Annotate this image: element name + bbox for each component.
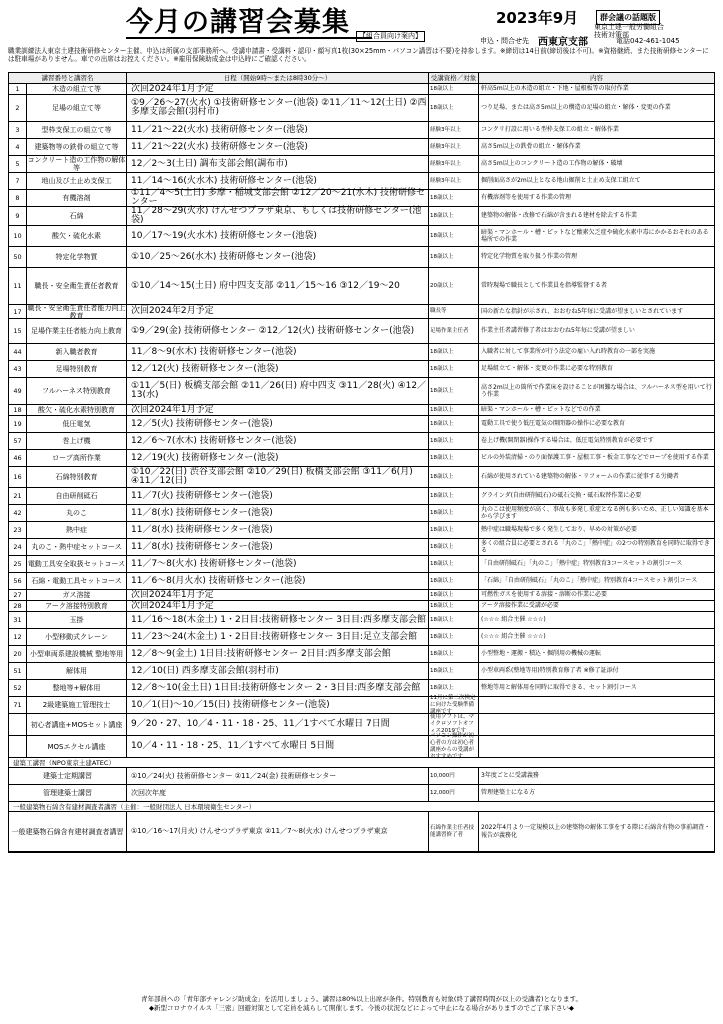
course-content xyxy=(479,714,714,735)
asbestos-name: 一般建築物石綿含有建材調査者講習 xyxy=(9,812,127,851)
asbestos-date: ①10／16〜17(月火) けんせつプラザ東京 ②11／7〜8(火水) けんせつプラザ東京 xyxy=(127,812,429,851)
footer-line-1: 青年部員への「青年部チャレンジ助成金」を活用しましょう。講習は80%以上出席が条件。特別教育も対象(終了講習時間が以上の受講者)となります。 xyxy=(141,995,582,1003)
course-content: コンクリ打設に用いる型枠支保工の組立・解体作業 xyxy=(481,126,619,134)
course-name: 小型車両系建設機械 整地等用 xyxy=(27,646,127,662)
table-row xyxy=(9,247,714,268)
course-name: 熱中症 xyxy=(27,522,127,538)
table-row xyxy=(9,522,714,539)
apply-label: 申込・問合せ先 xyxy=(480,37,529,45)
header-qualification: 受講資格／対象 xyxy=(429,73,479,83)
course-name: 建築物等の鉄骨の組立て等 xyxy=(27,139,127,155)
course-schedule: 12／8〜9(金土) 1日目:技術研修センター 2日目:西多摩支部会館 xyxy=(127,646,429,662)
atec-fee: 10,000円 xyxy=(429,768,479,784)
course-qualification: 18歳以上 xyxy=(429,663,479,679)
course-qualification: 18歳以上 xyxy=(429,405,479,415)
course-content xyxy=(479,697,714,713)
course-schedule: 10／17〜19(火水木) 技術研修センター(池袋) xyxy=(127,226,429,246)
course-content: 足場組立て・解体・変更の作業に必要な特別教育 xyxy=(481,365,614,373)
course-number: 12 xyxy=(9,629,27,645)
course-qualification: 18歳以上 xyxy=(429,505,479,521)
course-qualification: 職長等 xyxy=(429,305,479,318)
course-qualification: 20歳以上 xyxy=(429,268,479,304)
course-number: 24 xyxy=(9,539,27,555)
course-name: 2級建築施工管理技士 xyxy=(27,697,127,713)
course-number: 19 xyxy=(9,416,27,432)
course-content: 「石綿」「自由研削砥石」「丸のこ」「熱中症」特別教育4コースセット割引コース xyxy=(481,577,698,585)
course-content: 暗渠・マンホール・槽・ピットなどでの作業 xyxy=(481,406,601,414)
course-qualification: 18歳以上 xyxy=(429,488,479,504)
course-qualification: 経験3年以上 xyxy=(429,139,479,155)
table-row xyxy=(9,732,714,760)
course-name: 足場作業主任者能力向上教育 xyxy=(27,319,127,343)
header-course: 講習番号と講習名 xyxy=(9,73,127,83)
footer-line-2: ◆新型コロナウイルス「三密」回避対策として定員を減らして開催します。今後の状況などによって中止になる場合がありますのでご了承下さい◆ xyxy=(148,1003,575,1012)
atec-content: 3年度ごとに受講義務 xyxy=(481,772,539,780)
course-schedule: 次回2024年1月予定 xyxy=(127,601,429,611)
table-row xyxy=(9,556,714,573)
course-name: 酸欠・硫化水素特別教育 xyxy=(27,405,127,415)
table-row xyxy=(9,694,714,715)
course-name: 型枠支保工の組立て等 xyxy=(27,122,127,138)
table-row xyxy=(9,601,714,612)
course-number: 5 xyxy=(9,156,27,172)
course-content: 整地等用と解体用を同時に取得できる、セット割引コース xyxy=(481,684,637,692)
course-number: 2 xyxy=(9,95,27,121)
course-name: 巻上げ機 xyxy=(27,433,127,449)
course-schedule: 11／28〜29(火水) けんせつプラザ東京、もしくは技術研修センター(池袋) xyxy=(127,207,429,225)
course-number: 71 xyxy=(9,697,27,713)
course-name: 新入職者教育 xyxy=(27,344,127,360)
course-name: 自由研削砥石 xyxy=(27,488,127,504)
course-schedule: ①9／29(金) 技術研修センター ②12／12(火) 技術研修センター(池袋) xyxy=(127,319,429,343)
course-qualification: 18歳以上 xyxy=(429,590,479,600)
course-name: 低圧電気 xyxy=(27,416,127,432)
course-content: グラインダ(自由研削砥石)の砥石交換・砥石取替作業に必要 xyxy=(481,492,642,500)
course-number: 43 xyxy=(9,361,27,377)
course-qualification: 18歳以上 xyxy=(429,95,479,121)
course-name: 石綿・電動工具セットコース xyxy=(27,573,127,589)
table-row xyxy=(9,714,714,736)
course-content: 小型整地・運搬・積込・掘削用の機械の運転 xyxy=(481,650,602,658)
course-schedule: 11／6〜8(月火水) 技術研修センター(池袋) xyxy=(127,573,429,589)
course-number: 52 xyxy=(9,680,27,696)
course-name: 電動工具安全取扱セットコース xyxy=(27,556,127,572)
course-content: 暗渠・マンホール・槽・ピットなど酸素欠乏症や硫化水素中毒にかかるおそれのある場所での作業 xyxy=(481,228,709,243)
course-number: 16 xyxy=(9,467,27,487)
course-content: 小型車両系(整地等用)特別教育修了者 ※修了証添付 xyxy=(481,667,619,675)
course-content: 掘削面高さが2m以上となる地山掘削と土止め支保工組立て xyxy=(481,177,641,185)
header-schedule: 日程（開始9時〜または8時30分〜） xyxy=(127,73,429,83)
course-schedule: 10／1(日)〜10／15(日) 技術研修センター(池袋) xyxy=(127,697,429,713)
course-content: 多くの組合員に必要とされる「丸のこ」「熱中症」の2つの特別教育を同時に取得できる xyxy=(481,539,710,554)
course-schedule: 次回2024年1月予定 xyxy=(127,84,429,94)
course-number: 21 xyxy=(9,488,27,504)
course-name: 有機溶剤 xyxy=(27,190,127,206)
course-qualification: 18歳以上 xyxy=(429,378,479,404)
course-schedule: 12／10(日) 西多摩支部会館(羽村市) xyxy=(127,663,429,679)
asbestos-row xyxy=(9,812,714,852)
course-content: 「自由研削砥石」「丸のこ」「熱中症」特別教育3コースセットの割引コース xyxy=(481,560,683,568)
course-name: 初心者講座+MOSセット講座 xyxy=(27,714,127,735)
course-name: 小型移動式クレーン xyxy=(27,629,127,645)
course-qualification: 18歳以上 xyxy=(429,433,479,449)
table-row xyxy=(9,505,714,522)
course-number: 28 xyxy=(9,601,27,611)
course-number: 31 xyxy=(9,612,27,628)
course-number: 7 xyxy=(9,173,27,189)
course-name: ガス溶接 xyxy=(27,590,127,600)
course-schedule: ①11／5(日) 板橋支部会館 ②11／26(日) 府中四支 ③11／28(火) ④12／13(水) xyxy=(127,378,429,404)
course-qualification: 18歳以上 xyxy=(429,601,479,611)
section-asbestos: 一般建築物石綿含有建材調査者講習（主催：一般財団法人 日本環境衛生センター） xyxy=(9,802,714,812)
course-qualification: 18歳以上 xyxy=(429,84,479,94)
course-content: 石綿が使用されている建築物の解体・リフォームの作業に従事する労働者 xyxy=(481,473,679,481)
course-qualification: 18歳以上 xyxy=(429,612,479,628)
course-schedule: 次回2024年1月予定 xyxy=(127,590,429,600)
course-name: MOSエクセル講座 xyxy=(27,736,127,757)
course-number: 8 xyxy=(9,190,27,206)
table-row xyxy=(9,344,714,361)
course-qualification: 18歳以上 xyxy=(429,344,479,360)
course-schedule: ①9／26〜27(火水) ①技術研修センター(池袋) ②11／11〜12(土日) ②西多摩支部会館(羽村市) xyxy=(127,95,429,121)
course-rows xyxy=(9,84,714,758)
course-schedule: 11／16〜18(木金土) 1・2日目:技術研修センター 3日目:西多摩支部会館 xyxy=(127,612,429,628)
course-number: 57 xyxy=(9,433,27,449)
course-name: 職長・安全衛生責任者能力向上教育 xyxy=(27,303,126,320)
course-name: 石綿 xyxy=(27,207,127,225)
table-row xyxy=(9,207,714,226)
table-row xyxy=(9,405,714,416)
year-month: 2023年9月 xyxy=(496,9,579,27)
table-row xyxy=(9,378,714,405)
course-content: 有機溶剤等を使用する作業の管理 xyxy=(481,194,572,202)
course-content: (☆☆☆ 組合主催 ☆☆☆) xyxy=(481,633,546,641)
course-schedule: 11／8(水) 技術研修センター(池袋) xyxy=(127,505,429,521)
course-schedule: ①11／4〜5(土日) 多摩・稲城支部会館 ②12／20〜21(水木) 技術研修センター xyxy=(127,190,429,206)
course-schedule: 次回2024年1月予定 xyxy=(127,405,429,415)
course-content: 特定化学物質を取り扱う作業の管理 xyxy=(481,253,578,261)
course-number: 50 xyxy=(9,247,27,267)
course-qualification: 18歳以上 xyxy=(429,680,479,696)
course-qualification: 18歳以上 xyxy=(429,226,479,246)
title-underline xyxy=(126,37,372,39)
course-qualification: 経験3年以上 xyxy=(429,122,479,138)
table-row xyxy=(9,680,714,697)
table-header xyxy=(9,73,714,84)
course-content: ビルの外装清掃・のり面保護工事・屋根工事・板金工事などでロープを使用する作業 xyxy=(481,454,709,462)
course-qualification: 経験3年以上 xyxy=(429,156,479,172)
course-name: 石綿特別教育 xyxy=(27,467,127,487)
course-qualification: 18歳以上 xyxy=(429,629,479,645)
course-number: 44 xyxy=(9,344,27,360)
header-content: 内容 xyxy=(590,74,603,82)
table-row xyxy=(9,663,714,680)
course-qualification: 足場作業主任者 xyxy=(429,319,479,343)
course-schedule: 12／19(火) 技術研修センター(池袋) xyxy=(127,450,429,466)
course-qualification: 18歳以上 xyxy=(429,522,479,538)
table-row xyxy=(9,450,714,467)
course-qualification: 18歳以上 xyxy=(429,573,479,589)
course-schedule: 12／2〜3(土日) 調布支部会館(調布市) xyxy=(127,156,429,172)
asbestos-content: 2022年4月より一定規模以上の建築物の解体工事をする際に石綿含有物の事前調査・報告が義務化 xyxy=(481,824,711,839)
table-row xyxy=(9,433,714,450)
course-number: 4 xyxy=(9,139,27,155)
course-qualification: 18歳以上 xyxy=(429,646,479,662)
table-row xyxy=(9,629,714,646)
intro-text: 職業訓練法人東京土建技術研修センター主催、申込は所属の支部事務所へ。受講申請書・受講料・認印・顔写真1枚(30×25mm・パソコン講習は不要)を持参します。※締切は14日前(締切後は不可)。※資格継続、また技術研修センターには駐車場がありません。車での出席はお控えください。※雇用保険助成金は申込時にご確認ください。 xyxy=(8,47,709,64)
table-row xyxy=(9,84,714,95)
course-content: 軒高5m以上の木造の組立・下地・屋根板等の取付作業 xyxy=(481,85,629,93)
course-qualification: 18歳以上 xyxy=(429,467,479,487)
course-schedule: 11／7〜8(火水) 技術研修センター(池袋) xyxy=(127,556,429,572)
course-schedule: 12／5(火) 技術研修センター(池袋) xyxy=(127,416,429,432)
course-table xyxy=(8,72,715,853)
course-number xyxy=(9,736,27,757)
course-content: 国の新たな指針が示され、おおむね5年毎に受講が望ましいとされています xyxy=(481,307,684,315)
course-number: 9 xyxy=(9,207,27,225)
course-content: アーク溶接作業に受講が必要 xyxy=(481,602,559,610)
course-number: 42 xyxy=(9,505,27,521)
course-number: 23 xyxy=(9,522,27,538)
course-content: 常時現場で職長として作業員を指導監督する者 xyxy=(481,282,608,290)
table-row xyxy=(9,416,714,433)
course-name: 足場特別教育 xyxy=(27,361,127,377)
course-schedule: 11／8〜9(水木) 技術研修センター(池袋) xyxy=(127,344,429,360)
course-schedule: ①10／14〜15(土日) 府中四支支部 ②11／15〜16 ③12／19〜20 xyxy=(127,268,429,304)
course-qualification: 18歳以上 xyxy=(429,450,479,466)
course-number: 3 xyxy=(9,122,27,138)
course-number: 20 xyxy=(9,646,27,662)
course-qualification: 18歳以上 xyxy=(429,207,479,225)
course-name: 丸のこ・熱中症セットコース xyxy=(27,539,127,555)
course-content: 丸のこは使用頻度が高く、事故も多発し重症となる例も多いため、正しい知識を基本から学びます xyxy=(481,505,709,520)
course-name: 酸欠・硫化水素 xyxy=(27,226,127,246)
course-number: 56 xyxy=(9,573,27,589)
course-content: 高さ5m以上の鉄骨の組立・解体作業 xyxy=(481,143,581,151)
atec-rows xyxy=(9,768,714,802)
course-content: 作業主任者講習修了者はおおむね5年毎に受講が望ましい xyxy=(481,327,635,335)
course-schedule: 次回2024年2月予定 xyxy=(127,305,429,318)
table-row xyxy=(9,361,714,378)
course-schedule: 11／14〜16(火水木) 技術研修センター(池袋) xyxy=(127,173,429,189)
atec-row xyxy=(9,785,714,802)
course-schedule: 12／6〜7(水木) 技術研修センター(池袋) xyxy=(127,433,429,449)
course-content: 卷上げ機(開閉器)操作する場合は、低圧電気特別教育が必要です xyxy=(481,437,654,445)
course-name: 特定化学物質 xyxy=(27,247,127,267)
course-name: フルハーネス特別教育 xyxy=(27,378,127,404)
course-content: (☆☆☆ 組合主催 ☆☆☆) xyxy=(481,616,546,624)
phone-number: 電話042-461-1045 xyxy=(616,37,680,45)
org-name: 東京土建一般労働組合 xyxy=(594,23,664,31)
course-content xyxy=(479,736,714,757)
course-name: 木造の組立て等 xyxy=(27,84,127,94)
branch-name: 西東京支部 xyxy=(538,37,588,48)
course-number: 1 xyxy=(9,84,27,94)
course-schedule: 11／8(水) 技術研修センター(池袋) xyxy=(127,522,429,538)
table-row xyxy=(9,226,714,247)
table-row xyxy=(9,190,714,207)
table-row xyxy=(9,590,714,601)
course-qualification: 18歳以上 xyxy=(429,556,479,572)
footer-notes xyxy=(8,995,715,1012)
course-content: 熱中症は職場現場で多く発生しており、早めの対策が必要 xyxy=(481,526,638,534)
course-number: 10 xyxy=(9,226,27,246)
course-qualification: 18歳以上 xyxy=(429,247,479,267)
course-schedule: 11／21〜22(火水) 技術研修センター(池袋) xyxy=(127,122,429,138)
course-schedule: 11／7(火) 技術研修センター(池袋) xyxy=(127,488,429,504)
course-name: 整地等+解体用 xyxy=(27,680,127,696)
table-row xyxy=(9,467,714,488)
course-schedule: 11／23〜24(木金土) 1・2日目:技術研修センター 3日目:足立支部会館 xyxy=(127,629,429,645)
atec-name: 建築士定期講習 xyxy=(9,768,127,784)
course-content: 電動工具で使う低圧電気の開閉器の操作に必要な教育 xyxy=(481,420,626,428)
asbestos-qual: 石綿作業主任者技能講習修了者 xyxy=(429,812,479,851)
course-number xyxy=(9,714,27,735)
section-atec: 建築工講習（NPO東京土建ATEC） xyxy=(9,758,714,768)
table-row xyxy=(9,612,714,629)
atec-row xyxy=(9,768,714,785)
course-name: コンクリート造の工作物の解体等 xyxy=(27,156,126,172)
atec-content: 管理建築士になる方 xyxy=(481,789,536,797)
course-schedule: ①10／25〜26(水木) 技術研修センター(池袋) xyxy=(127,247,429,267)
table-row xyxy=(9,488,714,505)
course-schedule: 10／4・11・18・25、11／1すべて水曜日 5日間 xyxy=(127,736,429,757)
course-number: 15 xyxy=(9,319,27,343)
course-content: 入職者に対して事業所が行う法定の雇い入れ時教育の一部を実施 xyxy=(481,348,656,356)
table-row xyxy=(9,305,714,319)
course-qualification: 経験3年以上 xyxy=(429,173,479,189)
table-row xyxy=(9,573,714,590)
course-qualification: 18歳以上 xyxy=(429,416,479,432)
table-row xyxy=(9,122,714,139)
course-number: 51 xyxy=(9,663,27,679)
course-name: 職長・安全衛生責任者教育 xyxy=(27,268,127,304)
atec-schedule: 次回次年度 xyxy=(127,785,429,801)
course-qualification: 18歳以上 xyxy=(429,190,479,206)
course-number: 27 xyxy=(9,590,27,600)
table-row xyxy=(9,139,714,156)
course-content: 高さ2m以上の箇所で作業床を設けることが困難な場合は、フルハーネス型を用いて行う作業 xyxy=(481,383,712,398)
course-number: 25 xyxy=(9,556,27,572)
course-name: アーク溶接特別教育 xyxy=(27,601,127,611)
course-name: 玉掛 xyxy=(27,612,127,628)
course-number: 17 xyxy=(9,305,27,318)
page-header xyxy=(8,4,715,40)
page-title: 今月の講習会募集 xyxy=(126,7,350,38)
course-number: 46 xyxy=(9,450,27,466)
course-content: 建築物の解体・改修で石綿が含まれる建材を除去する作業 xyxy=(481,212,638,220)
course-schedule: 9／20・27、10／4・11・18・25、11／1すべて水曜日 7日間 xyxy=(127,714,429,735)
course-content: 可燃性ガスを使用する溶接・溶断の作業に必要 xyxy=(481,591,608,599)
course-name: 足場の組立て等 xyxy=(27,95,127,121)
course-number: 49 xyxy=(9,378,27,404)
course-schedule: ①10／22(日) 渋谷支部会館 ②10／29(日) 板橋支部会館 ③11／6(月) ④11／12(日) xyxy=(127,467,429,487)
course-number: 18 xyxy=(9,405,27,415)
course-schedule: 12／8〜10(金土日) 1日目:技術研修センター 2・3日目:西多摩支部会館 xyxy=(127,680,429,696)
course-name: 解体用 xyxy=(27,663,127,679)
course-schedule: 11／8(水) 技術研修センター(池袋) xyxy=(127,539,429,555)
course-schedule: 11／21〜22(火水) 技術研修センター(池袋) xyxy=(127,139,429,155)
table-row xyxy=(9,319,714,344)
table-row xyxy=(9,156,714,173)
audience-tag: 【組合員向け案内】 xyxy=(356,31,425,42)
table-row xyxy=(9,268,714,305)
course-name: ロープ高所作業 xyxy=(27,450,127,466)
atec-schedule: ①10／24(火) 技術研修センター ②11／24(金) 技術研修センター xyxy=(127,768,429,784)
series-badge: 群会議の話題版 xyxy=(596,10,660,25)
course-qualification: 18歳以上 xyxy=(429,539,479,555)
atec-name: 管理建築士講習 xyxy=(9,785,127,801)
table-row xyxy=(9,646,714,663)
course-qualification: 使用ソフトは、マイクロソフトオフィス2019です xyxy=(429,714,479,735)
atec-fee: 12,000円 xyxy=(429,785,479,801)
course-content: つり足場、または高さ5m以上の構造の足場の組立・解体・変更の作業 xyxy=(481,104,671,112)
course-name: 丸のこ xyxy=(27,505,127,521)
course-name: 地山及び土止め支保工 xyxy=(27,173,127,189)
course-content: 高さ5m以上のコンクリート造の工作物の解体・破壊 xyxy=(481,160,623,168)
course-number: 11 xyxy=(9,268,27,304)
course-qualification: 11月に第二次検定に向けた受験準備講座です xyxy=(429,697,479,713)
table-row xyxy=(9,95,714,122)
course-qualification: 18歳以上 xyxy=(429,361,479,377)
course-schedule: 12／12(火) 技術研修センター(池袋) xyxy=(127,361,429,377)
table-row xyxy=(9,539,714,556)
course-qualification: パソコン操作が初心者の方は初心者講座からの受講がおすすめです xyxy=(429,736,479,757)
org-dept: 技術対策部 xyxy=(594,31,629,39)
